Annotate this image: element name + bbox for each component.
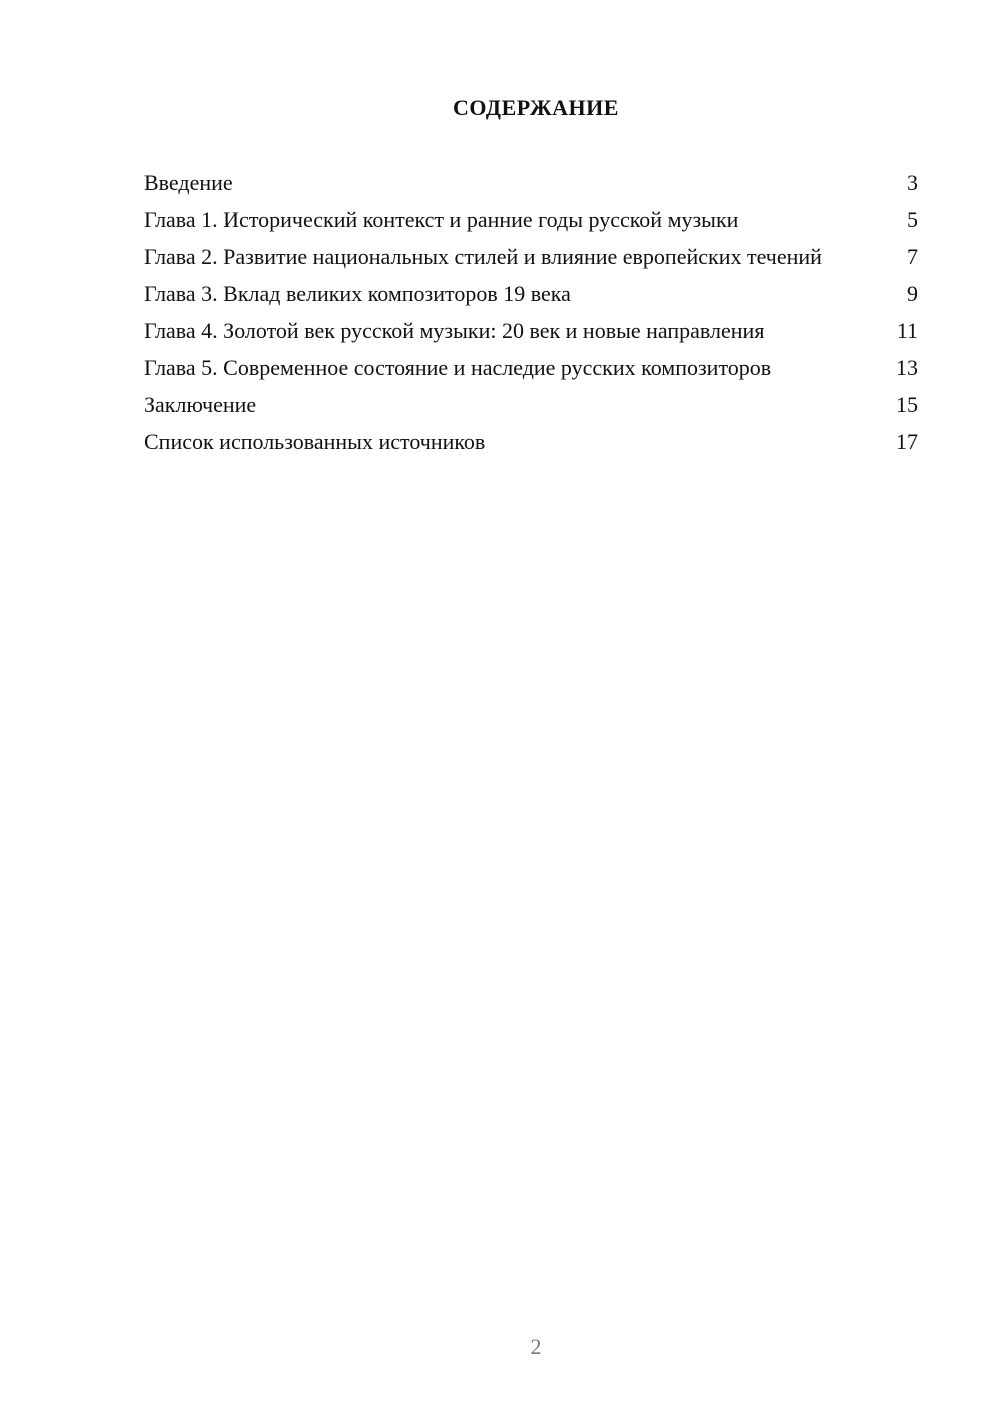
toc-entry-page: 5 (907, 207, 918, 232)
toc-entry-label: Глава 2. Развитие национальных стилей и влияние европейских течений (144, 244, 822, 269)
toc-entry-conclusion (144, 392, 918, 418)
toc-entry-chapter-2 (144, 244, 918, 270)
toc-entry-label: Глава 4. Золотой век русской музыки: 20 век и новые направления (144, 318, 765, 343)
toc-entry-page: 3 (907, 170, 918, 195)
toc-entry-label: Глава 5. Современное состояние и наследие русских композиторов (144, 355, 772, 380)
toc-entry-chapter-5 (144, 355, 918, 381)
toc-entry-introduction (144, 170, 918, 196)
page-number: 2 (530, 1334, 542, 1359)
table-of-contents (144, 170, 918, 466)
toc-entry-page: 7 (907, 244, 918, 269)
toc-entry-references (144, 429, 918, 455)
toc-entry-label: Введение (144, 170, 233, 195)
toc-entry-label: Заключение (144, 392, 257, 417)
toc-entry-chapter-1 (144, 207, 918, 233)
toc-entry-page: 15 (896, 392, 918, 417)
toc-entry-page: 17 (896, 429, 918, 454)
toc-entry-chapter-4 (144, 318, 918, 344)
toc-entry-page: 9 (907, 281, 918, 306)
page-title: СОДЕРЖАНИЕ (453, 95, 619, 120)
toc-entry-page: 13 (896, 355, 918, 380)
toc-entry-label: Список использованных источников (144, 429, 486, 454)
toc-entry-chapter-3 (144, 281, 918, 307)
toc-entry-page: 11 (896, 318, 918, 343)
toc-entry-label: Глава 3. Вклад великих композиторов 19 века (144, 281, 571, 306)
toc-entry-label: Глава 1. Исторический контекст и ранние годы русской музыки (144, 207, 739, 232)
